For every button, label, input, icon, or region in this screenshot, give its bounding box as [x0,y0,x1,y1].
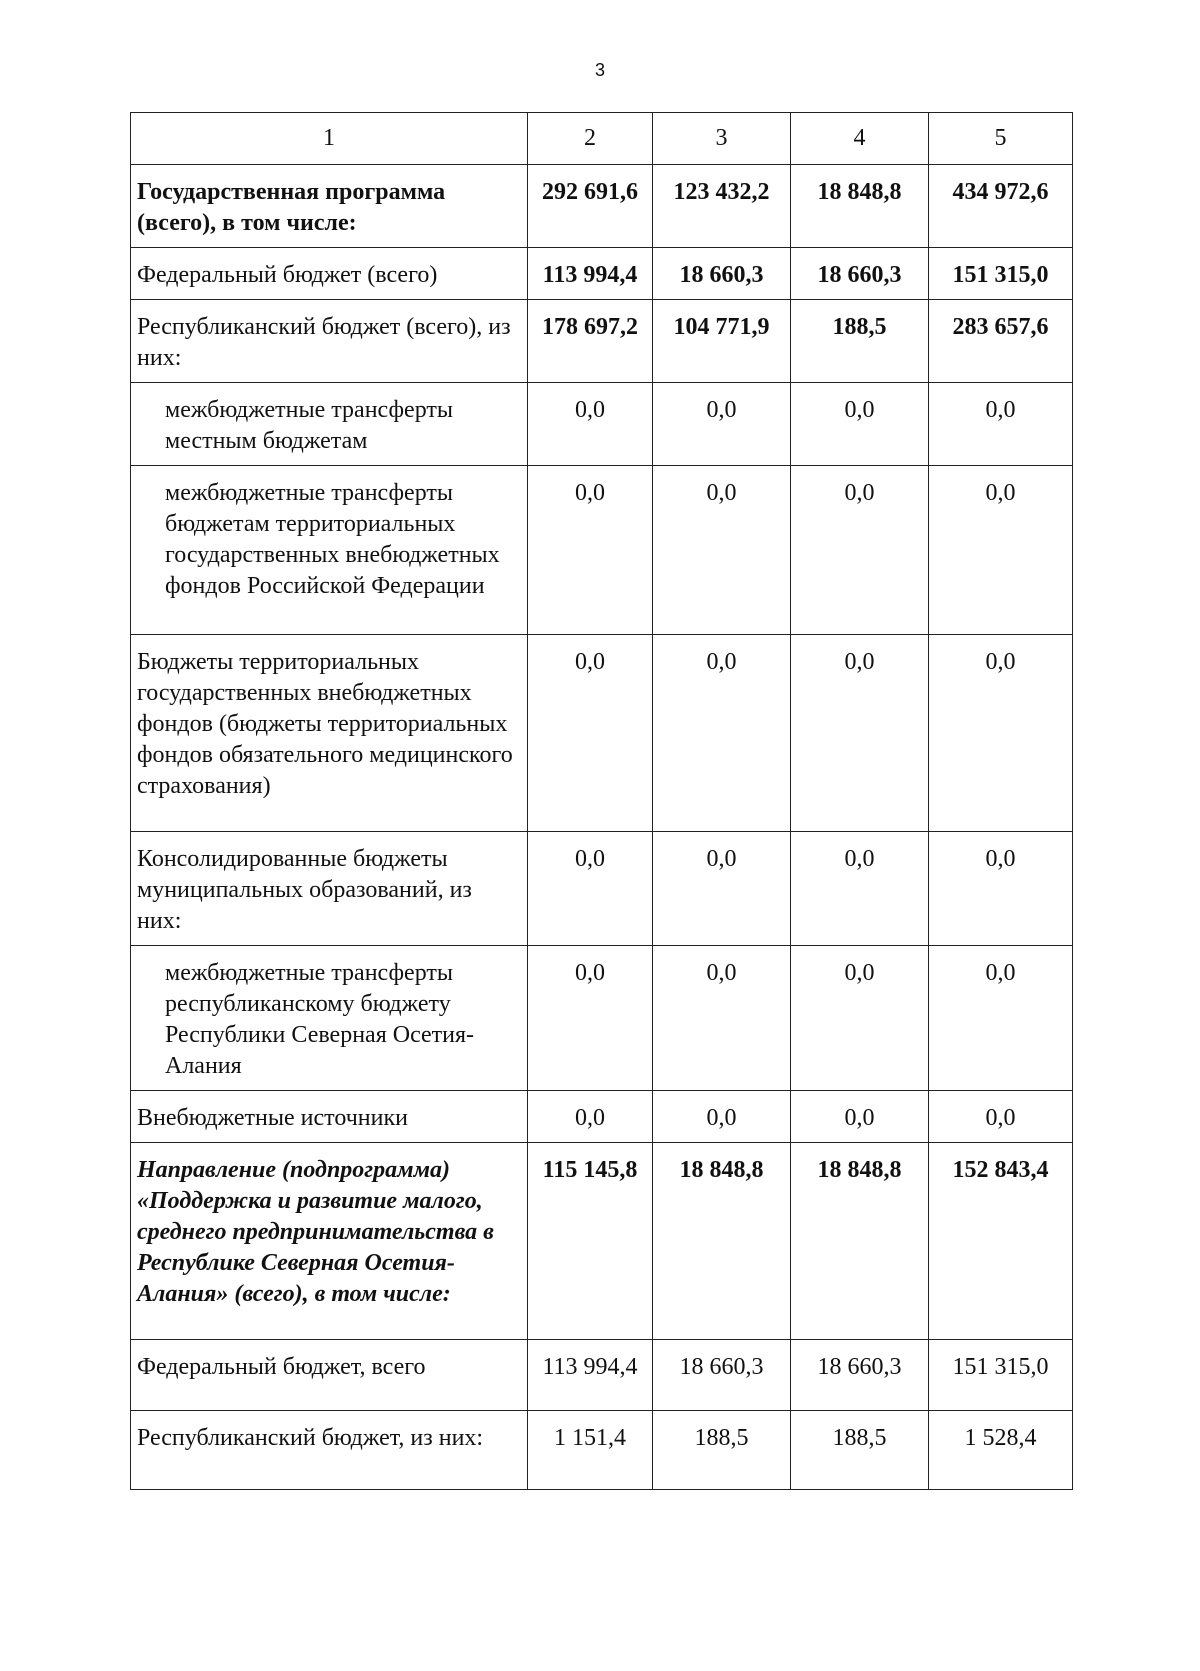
value-cell: 1 151,4 [528,1411,653,1490]
value-cell: 18 848,8 [653,1143,791,1340]
value-cell: 0,0 [528,466,653,635]
value-cell: 0,0 [791,383,929,466]
value-cell: 434 972,6 [929,165,1073,248]
value-cell: 0,0 [653,466,791,635]
table-row [131,832,1073,946]
value-cell: 188,5 [653,1411,791,1490]
table-row [131,383,1073,466]
value-cell: 0,0 [528,1091,653,1143]
value-cell: 0,0 [929,946,1073,1091]
value-cell: 151 315,0 [929,248,1073,300]
value-cell: 0,0 [929,466,1073,635]
value-cell: 0,0 [653,832,791,946]
column-header: 2 [528,113,653,165]
value-cell: 1 528,4 [929,1411,1073,1490]
value-cell: 152 843,4 [929,1143,1073,1340]
row-label: Федеральный бюджет (всего) [131,248,528,300]
value-cell: 0,0 [653,635,791,832]
row-label: Внебюджетные источники [131,1091,528,1143]
value-cell: 104 771,9 [653,300,791,383]
column-header: 5 [929,113,1073,165]
row-label: Государственная программа (всего), в том числе: [131,165,528,248]
row-label: Республиканский бюджет, из них: [131,1411,528,1490]
value-cell: 0,0 [791,1091,929,1143]
value-cell: 178 697,2 [528,300,653,383]
value-cell: 115 145,8 [528,1143,653,1340]
value-cell: 292 691,6 [528,165,653,248]
value-cell: 0,0 [653,946,791,1091]
value-cell: 0,0 [791,832,929,946]
row-label: межбюджетные трансферты бюджетам территориальных государственных внебюджетных фондов Российской Федерации [131,466,528,635]
value-cell: 18 660,3 [791,248,929,300]
table-row [131,466,1073,635]
header-row [131,113,1073,165]
value-cell: 113 994,4 [528,1340,653,1411]
value-cell: 18 848,8 [791,165,929,248]
table-row [131,248,1073,300]
value-cell: 18 848,8 [791,1143,929,1340]
column-header: 3 [653,113,791,165]
row-label: Направление (подпрограмма) «Поддержка и развитие малого, среднего предпринимательства в Республике Северная Осетия-Алания» (всего), в том числе: [131,1143,528,1340]
value-cell: 18 660,3 [653,248,791,300]
row-label: Федеральный бюджет, всего [131,1340,528,1411]
value-cell: 0,0 [653,1091,791,1143]
value-cell: 0,0 [791,946,929,1091]
table-row [131,1143,1073,1340]
column-header: 1 [131,113,528,165]
value-cell: 0,0 [929,1091,1073,1143]
value-cell: 283 657,6 [929,300,1073,383]
budget-table [130,112,1073,1490]
value-cell: 0,0 [929,635,1073,832]
value-cell: 0,0 [528,946,653,1091]
value-cell: 188,5 [791,1411,929,1490]
value-cell: 18 660,3 [653,1340,791,1411]
column-header: 4 [791,113,929,165]
value-cell: 0,0 [653,383,791,466]
value-cell: 0,0 [791,635,929,832]
table-row [131,635,1073,832]
table-row [131,1091,1073,1143]
row-label: Республиканский бюджет (всего), из них: [131,300,528,383]
value-cell: 188,5 [791,300,929,383]
row-label: Бюджеты территориальных государственных внебюджетных фондов (бюджеты территориальных фондов обязательного медицинского страхования) [131,635,528,832]
value-cell: 0,0 [929,832,1073,946]
table-row [131,300,1073,383]
row-label: межбюджетные трансферты местным бюджетам [131,383,528,466]
table-row [131,1340,1073,1411]
value-cell: 151 315,0 [929,1340,1073,1411]
value-cell: 0,0 [528,383,653,466]
value-cell: 0,0 [528,832,653,946]
value-cell: 0,0 [929,383,1073,466]
value-cell: 123 432,2 [653,165,791,248]
table-row [131,1411,1073,1490]
row-label: Консолидированные бюджеты муниципальных образований, из них: [131,832,528,946]
value-cell: 18 660,3 [791,1340,929,1411]
table-row [131,946,1073,1091]
value-cell: 0,0 [791,466,929,635]
page-number: 3 [594,60,605,80]
value-cell: 0,0 [528,635,653,832]
table-row [131,165,1073,248]
value-cell: 113 994,4 [528,248,653,300]
row-label: межбюджетные трансферты республиканскому бюджету Республики Северная Осетия-Алания [131,946,528,1091]
